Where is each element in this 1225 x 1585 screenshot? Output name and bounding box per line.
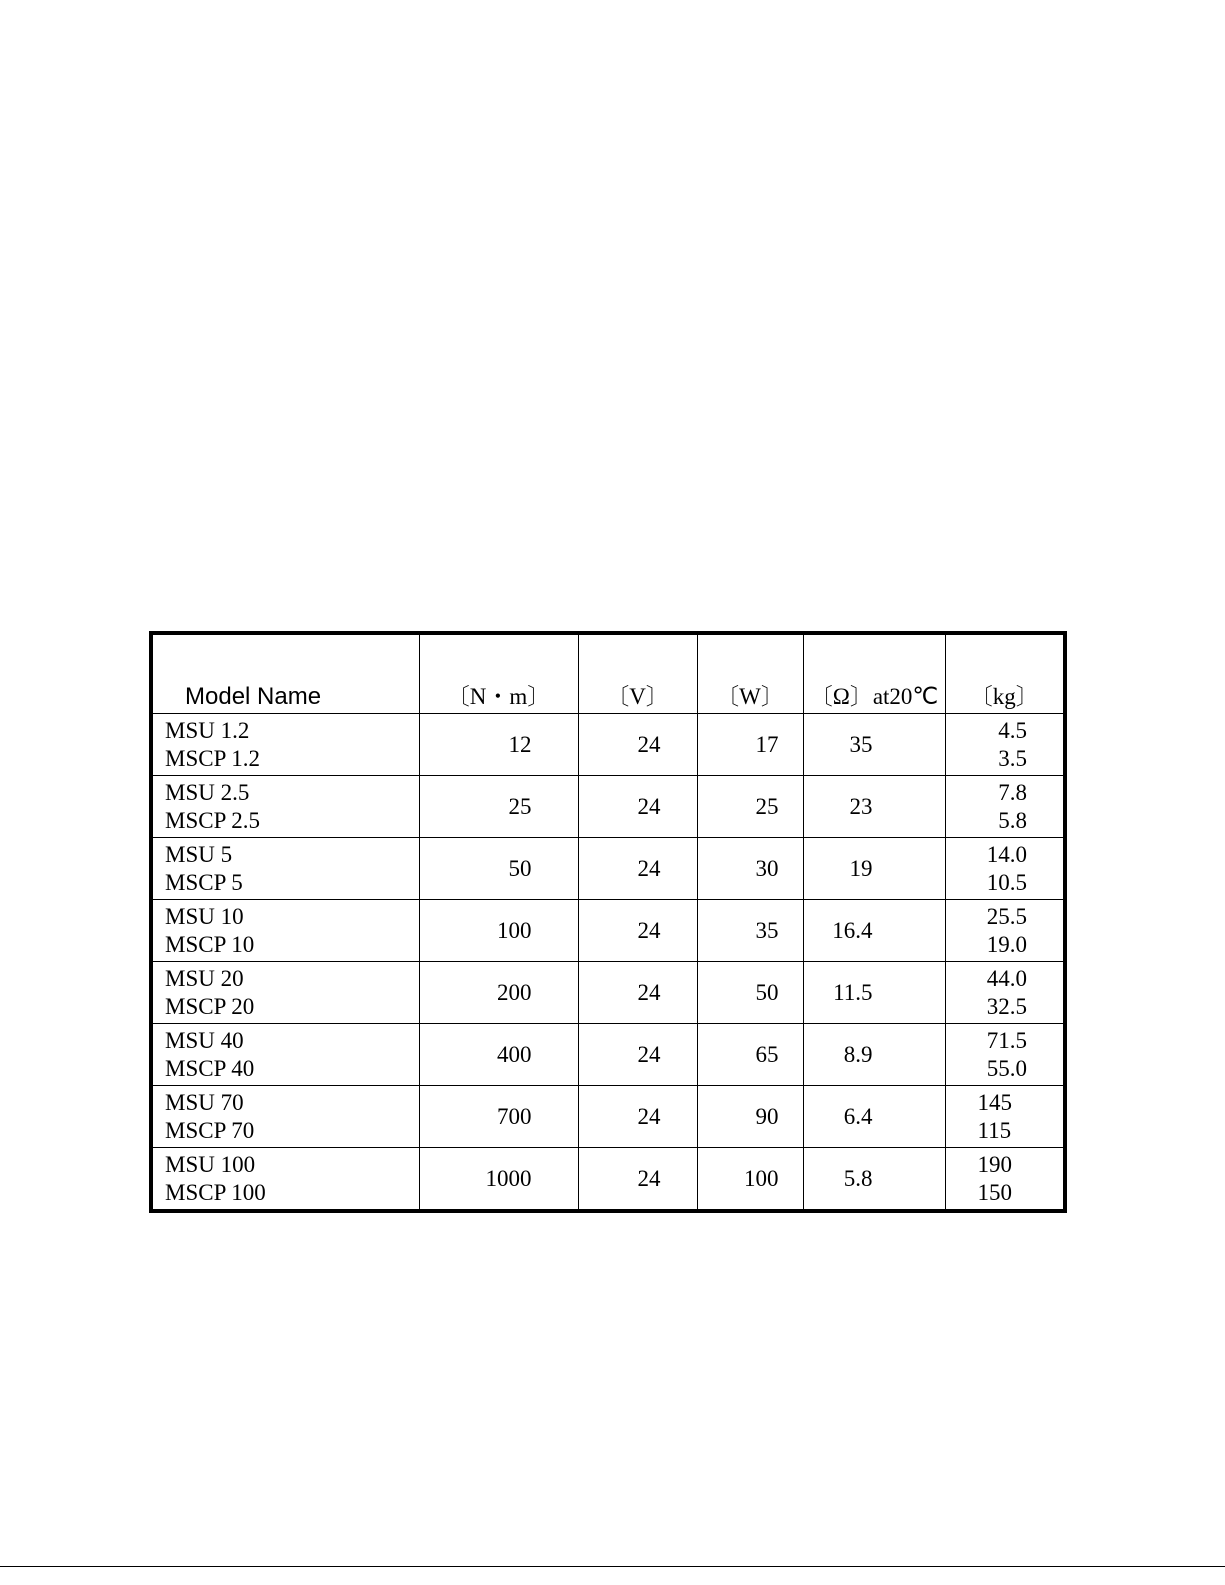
table-row	[151, 1148, 1065, 1212]
cell-model	[151, 962, 419, 1024]
header-weight-unit: 〔kg〕	[945, 633, 1065, 714]
cell-resistance: 11.5	[803, 962, 945, 1024]
model-msu: MSU 1.2	[165, 717, 250, 743]
cell-voltage: 24	[578, 714, 697, 776]
model-msu: MSU 20	[165, 965, 244, 991]
cell-voltage: 24	[578, 1024, 697, 1086]
cell-model	[151, 714, 419, 776]
model-msu: MSU 70	[165, 1089, 244, 1115]
header-resistance-unit: 〔Ω〕at20℃	[803, 633, 945, 714]
weight-msu: 4.5	[998, 717, 1027, 743]
cell-power: 50	[697, 962, 803, 1024]
cell-model	[151, 776, 419, 838]
model-mscp: MSCP 10	[165, 931, 255, 957]
cell-power: 90	[697, 1086, 803, 1148]
model-mscp: MSCP 1.2	[165, 745, 261, 771]
model-msu: MSU 2.5	[165, 779, 250, 805]
cell-power: 35	[697, 900, 803, 962]
weight-mscp: 150	[977, 1179, 1012, 1205]
header-torque-unit: 〔N・m〕	[419, 633, 578, 714]
cell-weight	[945, 962, 1065, 1024]
table-row	[151, 714, 1065, 776]
model-msu: MSU 10	[165, 903, 244, 929]
cell-torque: 100	[419, 900, 578, 962]
header-model-name: Model Name	[151, 633, 419, 714]
cell-power: 17	[697, 714, 803, 776]
cell-weight	[945, 1148, 1065, 1212]
cell-weight	[945, 1086, 1065, 1148]
cell-voltage: 24	[578, 1086, 697, 1148]
cell-torque: 200	[419, 962, 578, 1024]
cell-voltage: 24	[578, 900, 697, 962]
cell-model	[151, 900, 419, 962]
model-mscp: MSCP 40	[165, 1055, 255, 1081]
table-row	[151, 1086, 1065, 1148]
cell-resistance: 35	[803, 714, 945, 776]
table-row	[151, 900, 1065, 962]
model-mscp: MSCP 5	[165, 869, 243, 895]
cell-torque: 400	[419, 1024, 578, 1086]
header-power-unit: 〔W〕	[697, 633, 803, 714]
model-msu: MSU 40	[165, 1027, 244, 1053]
weight-msu: 71.5	[986, 1027, 1027, 1053]
cell-resistance: 19	[803, 838, 945, 900]
cell-model	[151, 1024, 419, 1086]
cell-voltage: 24	[578, 838, 697, 900]
spec-table	[149, 631, 1067, 1213]
weight-msu: 25.5	[986, 903, 1027, 929]
page-bottom-rule	[0, 1566, 1225, 1567]
cell-torque: 50	[419, 838, 578, 900]
weight-msu: 190	[977, 1151, 1012, 1177]
model-msu: MSU 100	[165, 1151, 256, 1177]
cell-weight	[945, 776, 1065, 838]
cell-model	[151, 1086, 419, 1148]
cell-torque: 1000	[419, 1148, 578, 1212]
model-mscp: MSCP 100	[165, 1179, 266, 1205]
model-mscp: MSCP 2.5	[165, 807, 261, 833]
model-mscp: MSCP 20	[165, 993, 255, 1019]
cell-torque: 25	[419, 776, 578, 838]
cell-model	[151, 1148, 419, 1212]
weight-msu: 44.0	[986, 965, 1027, 991]
table-row	[151, 962, 1065, 1024]
cell-resistance: 23	[803, 776, 945, 838]
model-mscp: MSCP 70	[165, 1117, 255, 1143]
cell-power: 65	[697, 1024, 803, 1086]
cell-power: 100	[697, 1148, 803, 1212]
weight-mscp: 10.5	[986, 869, 1027, 895]
weight-msu: 14.0	[986, 841, 1027, 867]
weight-msu: 7.8	[998, 779, 1027, 805]
weight-mscp: 55.0	[986, 1055, 1027, 1081]
cell-resistance: 5.8	[803, 1148, 945, 1212]
cell-torque: 12	[419, 714, 578, 776]
table-row	[151, 838, 1065, 900]
cell-weight	[945, 900, 1065, 962]
cell-voltage: 24	[578, 962, 697, 1024]
cell-resistance: 16.4	[803, 900, 945, 962]
header-voltage-unit: 〔V〕	[578, 633, 697, 714]
cell-weight	[945, 838, 1065, 900]
cell-torque: 700	[419, 1086, 578, 1148]
weight-msu: 145	[977, 1089, 1012, 1115]
weight-mscp: 3.5	[998, 745, 1027, 771]
cell-weight	[945, 714, 1065, 776]
table-row	[151, 1024, 1065, 1086]
weight-mscp: 19.0	[986, 931, 1027, 957]
model-msu: MSU 5	[165, 841, 233, 867]
cell-voltage: 24	[578, 776, 697, 838]
cell-model	[151, 838, 419, 900]
cell-resistance: 8.9	[803, 1024, 945, 1086]
cell-power: 25	[697, 776, 803, 838]
cell-voltage: 24	[578, 1148, 697, 1212]
weight-mscp: 5.8	[998, 807, 1027, 833]
cell-resistance: 6.4	[803, 1086, 945, 1148]
table-row	[151, 776, 1065, 838]
weight-mscp: 115	[977, 1117, 1012, 1143]
cell-weight	[945, 1024, 1065, 1086]
table-header-row	[151, 633, 1065, 714]
weight-mscp: 32.5	[986, 993, 1027, 1019]
cell-power: 30	[697, 838, 803, 900]
